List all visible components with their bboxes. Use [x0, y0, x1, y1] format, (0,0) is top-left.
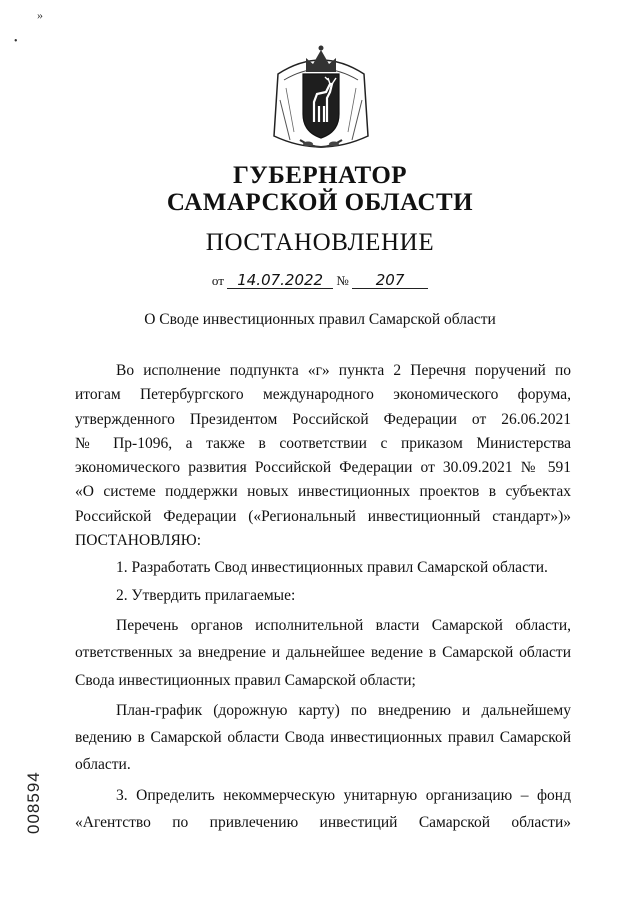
intro-line: № Пр-1096, а также в соответствии с приказом Министерства: [75, 434, 571, 452]
intro-line: утвержденного Президентом Российской Федерации от 26.06.2021: [75, 410, 571, 428]
list-a-line: Перечень органов исполнительной власти Самарской области,: [116, 616, 571, 634]
list-a-line: Свода инвестиционных правил Самарской области;: [75, 671, 416, 689]
authority-title-line2: САМАРСКОЙ ОБЛАСТИ: [166, 189, 474, 216]
document-type: ПОСТАНОВЛЕНИЕ: [205, 229, 435, 256]
list-b-line: План-график (дорожную карту) по внедрению и дальнейшему: [116, 701, 571, 719]
item-3-line: «Агентство по привлечению инвестиций Самарской области»: [75, 814, 571, 832]
intro-line: «О системе поддержки новых инвестиционных проектов в субъектах: [75, 483, 571, 501]
side-serial-number: 008594: [24, 771, 43, 834]
number-prefix: №: [336, 273, 349, 288]
item-1: 1. Разработать Свод инвестиционных правил Самарской области.: [116, 559, 548, 577]
item-2: 2. Утвердить прилагаемые:: [116, 586, 296, 604]
date-value: 14.07.2022: [227, 272, 333, 289]
number-value: 207: [352, 272, 428, 289]
coat-of-arms-emblem: [270, 40, 372, 160]
intro-line: Российской Федерации («Региональный инвестиционный стандарт»)»: [75, 507, 571, 525]
list-b-line: области.: [75, 756, 131, 774]
date-prefix: от: [211, 273, 224, 288]
intro-line: итогам Петербургского международного экономического форума,: [75, 386, 571, 404]
item-3-line: 3. Определить некоммерческую унитарную организацию – фонд: [116, 786, 571, 804]
intro-line: экономического развития Российской Федерации от 30.09.2021 № 591: [75, 459, 571, 477]
date-number-line: [0, 272, 640, 289]
authority-title-line1: ГУБЕРНАТОР: [232, 162, 408, 189]
corner-mark-top: »: [37, 8, 43, 22]
intro-line: Во исполнение подпункта «г» пункта 2 Перечня поручений по: [116, 362, 571, 379]
document-body: [75, 359, 571, 835]
list-a-line: ответственных за внедрение и дальнейшее ведение в Самарской области: [75, 644, 571, 662]
list-b-line: ведению в Самарской области Свода инвестиционных правил Самарской: [75, 729, 571, 747]
resolution-keyword: ПОСТАНОВЛЯЮ:: [75, 532, 202, 550]
corner-mark-dot: •: [14, 36, 18, 47]
document-subject: О Своде инвестиционных правил Самарской области: [144, 311, 496, 328]
